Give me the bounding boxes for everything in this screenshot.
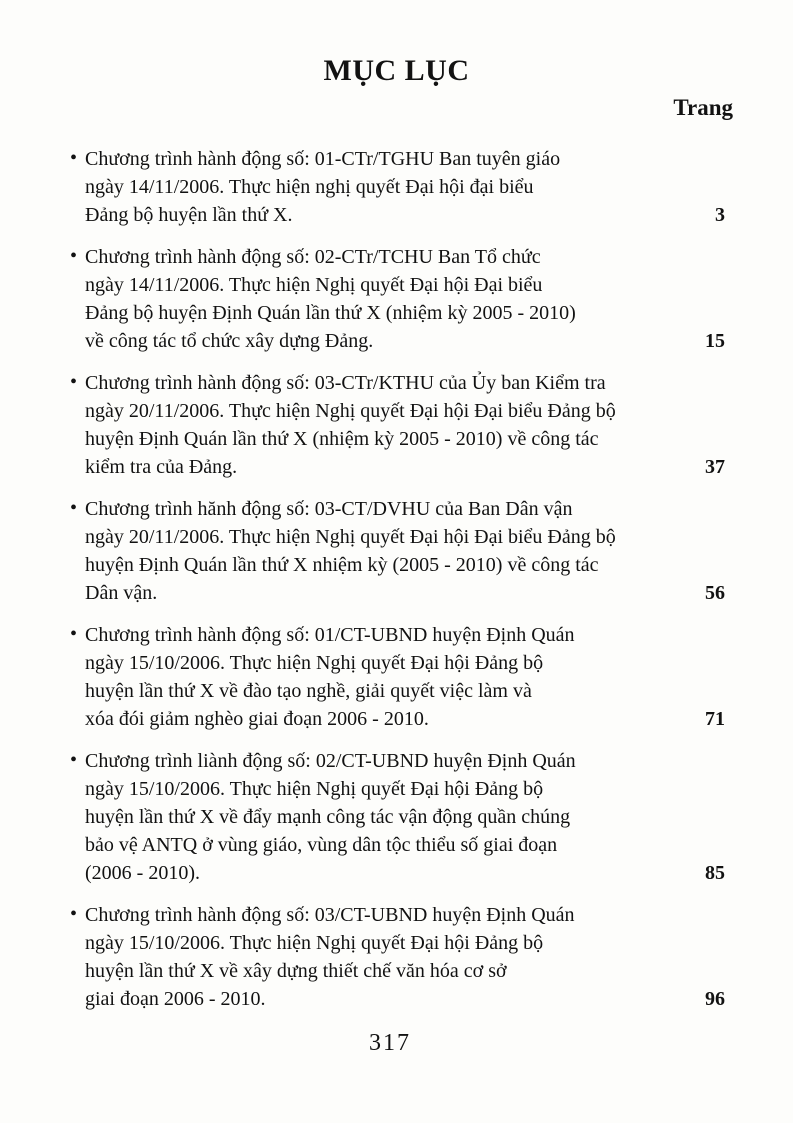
toc-entry-text [85, 243, 725, 355]
toc-entry-line: về công tác tổ chức xây dựng Đảng. [85, 330, 374, 352]
toc-entry-page-number: 37 [705, 456, 725, 478]
toc-entry-text [85, 747, 725, 887]
toc-entry-line: xóa đói giảm nghèo giai đoạn 2006 - 2010. [85, 708, 429, 730]
toc-entry-text [85, 369, 725, 481]
toc-entry-page-number: 3 [715, 204, 725, 226]
toc-entry-line: Chương trình liành động số: 02/CT-UBND huyện Định Quán [85, 750, 576, 772]
toc-entry-line: huyện Định Quán lần thứ X (nhiệm kỳ 2005 - 2010) về công tác [85, 428, 599, 450]
toc-entry-line: Chương trình hành động số: 01-CTr/TGHU Ban tuyên giáo [85, 148, 561, 170]
toc-entry-line: huyện lần thứ X về xây dựng thiết chế văn hóa cơ sở [85, 960, 507, 982]
toc-entry-line: ngày 15/10/2006. Thực hiện Nghị quyết Đại hội Đảng bộ [85, 932, 544, 954]
toc-entry-line: ngày 15/10/2006. Thực hiện Nghị quyết Đại hội Đảng bộ [85, 778, 544, 800]
bullet-icon: • [70, 623, 78, 645]
page-title: MỤC LỤC [323, 54, 470, 87]
toc-entry-line: huyện lần thứ X về đào tạo nghề, giải quyết việc làm và [85, 680, 532, 702]
toc-entry-line: bảo vệ ANTQ ở vùng giáo, vùng dân tộc thiểu số giai đoạn [85, 834, 558, 856]
toc-entry-line: (2006 - 2010). [85, 862, 200, 884]
toc-entry-line: Đảng bộ huyện Định Quán lần thứ X (nhiệm kỳ 2005 - 2010) [85, 302, 576, 324]
toc-entry [72, 495, 725, 607]
toc-entry-text [85, 495, 725, 607]
toc-entry [72, 901, 725, 1013]
toc-entry-line: kiểm tra của Đảng. [85, 456, 238, 478]
toc-entry-line: ngày 14/11/2006. Thực hiện Nghị quyết Đại hội Đại biểu [85, 274, 543, 296]
toc-entry [72, 243, 725, 355]
toc-entry-line: Chương trình hành động số: 01/CT-UBND huyện Định Quán [85, 624, 575, 646]
toc-entry-line: Chương trình hành động số: 03/CT-UBND huyện Định Quán [85, 904, 575, 926]
toc-entry-line: ngày 20/11/2006. Thực hiện Nghị quyết Đại hội Đại biểu Đảng bộ [85, 526, 616, 548]
toc-entry-page-number: 96 [705, 988, 725, 1010]
toc-entry-line: giai đoạn 2006 - 2010. [85, 988, 266, 1010]
toc-entry-line: ngày 20/11/2006. Thực hiện Nghị quyết Đại hội Đại biểu Đảng bộ [85, 400, 616, 422]
toc-entry [72, 369, 725, 481]
toc-entry-line: huyện lần thứ X về đẩy mạnh công tác vận động quần chúng [85, 806, 571, 828]
toc-entry-page-number: 85 [705, 862, 725, 884]
toc-entry-line: Chương trình hành động số: 02-CTr/TCHU Ban Tổ chức [85, 246, 541, 268]
bullet-icon: • [70, 147, 78, 169]
toc-list [72, 145, 725, 1013]
toc-entry-line: Đảng bộ huyện lần thứ X. [85, 204, 293, 226]
toc-entry-line: ngày 15/10/2006. Thực hiện Nghị quyết Đại hội Đảng bộ [85, 652, 544, 674]
toc-entry-line: Dân vận. [85, 582, 158, 604]
toc-entry-text [85, 145, 725, 229]
toc-entry-text [85, 901, 725, 1013]
bullet-icon: • [70, 903, 78, 925]
bullet-icon: • [70, 749, 78, 771]
toc-entry-text [85, 621, 725, 733]
toc-entry-line: huyện Định Quán lần thứ X nhiệm kỳ (2005 - 2010) về công tác [85, 554, 599, 576]
bullet-icon: • [70, 371, 78, 393]
page-column-header: Trang [673, 95, 733, 120]
folio-page-number: 317 [369, 1030, 411, 1056]
toc-entry [72, 747, 725, 887]
bullet-icon: • [70, 497, 78, 519]
toc-entry-line: Chương trình hành động số: 03-CTr/KTHU của Ủy ban Kiểm tra [85, 372, 606, 394]
toc-entry [72, 621, 725, 733]
toc-entry-line: ngày 14/11/2006. Thực hiện nghị quyết Đại hội đại biểu [85, 176, 534, 198]
toc-entry-page-number: 71 [705, 708, 725, 730]
toc-entry-line: Chương trình hănh động số: 03-CT/DVHU của Ban Dân vận [85, 498, 573, 520]
toc-entry-page-number: 56 [705, 582, 725, 604]
bullet-icon: • [70, 245, 78, 267]
toc-entry-page-number: 15 [705, 330, 725, 352]
toc-entry [72, 145, 725, 229]
